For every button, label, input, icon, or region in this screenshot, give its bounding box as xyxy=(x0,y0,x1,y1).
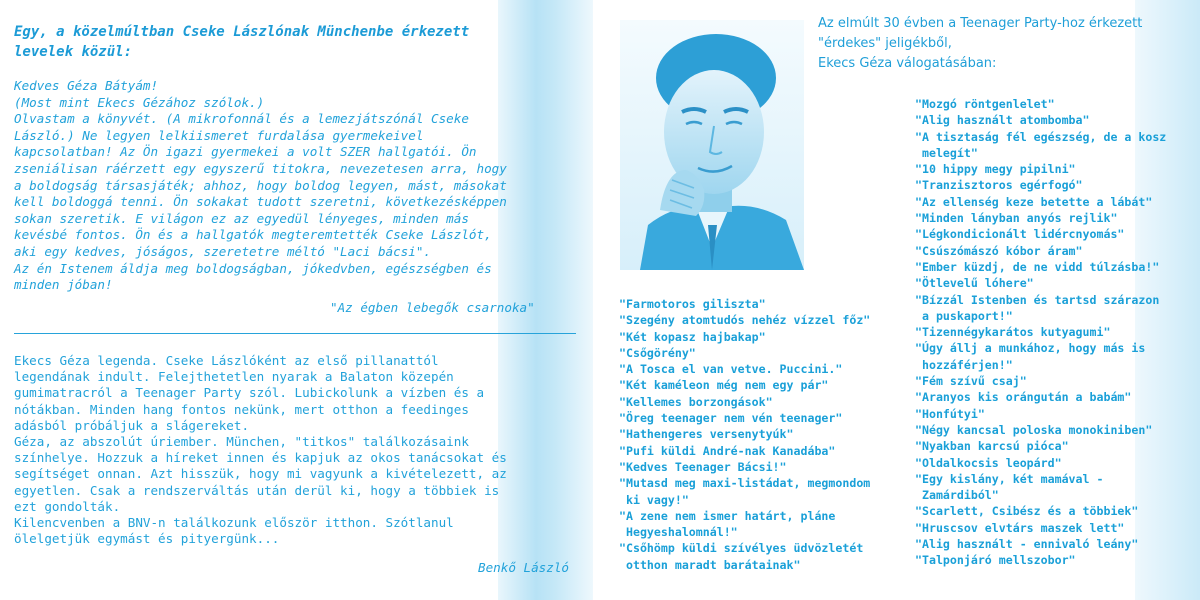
list-item: "Ember küzdj, de ne vidd túlzásba!" xyxy=(915,259,1160,274)
list-item: "Alig használt - ennivaló leány" xyxy=(915,537,1139,552)
list-item: "Farmotoros giliszta" xyxy=(619,297,766,311)
list-item: "Scarlett, Csibész és a többiek" xyxy=(915,504,1139,519)
list-item: Hegyeshalomnál!" xyxy=(619,525,738,540)
letter-line: minden jóban! xyxy=(14,277,113,293)
list-item: "Hruscsov elvtárs maszek lett" xyxy=(915,520,1125,535)
letter-line: kell boldoggá tenni. Ön sokakat tudott szeretni, következésképpen xyxy=(14,194,507,210)
story-line: egyetlen. Csak a rendszerváltás után derül ki, hogy a többiek is xyxy=(14,482,500,498)
letter-line: Kedves Géza Bátyám! xyxy=(14,78,159,93)
portrait-photo xyxy=(620,20,804,270)
heading-line: Egy, a közelmúltban Cseke Lászlónak Münchenbe érkezett xyxy=(14,24,470,40)
list-item: "Kedves Teenager Bácsi!" xyxy=(619,459,787,474)
story-signature: Benkő László xyxy=(478,560,569,575)
story-line: ölelgetjük egymást és pityergünk... xyxy=(14,531,280,547)
list-item: "Csőhömp küldi szívélyes üdvözletét xyxy=(619,541,864,556)
list-item: "Úgy állj a munkához, hogy más is xyxy=(915,341,1146,356)
list-item: "A zene nem ismer határt, pláne xyxy=(619,508,836,523)
list-item: "Kellemes borzongások" xyxy=(619,394,773,409)
list-item: a puskaport!" xyxy=(915,308,1013,323)
list-item: "Az ellenség keze betette a lábát" xyxy=(915,194,1153,209)
story-line: színhelye. Hozzuk a híreket innen és kapjuk az okos tanácsokat és xyxy=(14,450,507,466)
story-line: nótákban. Minden hang fontos nekünk, mert otthon a feedinges xyxy=(14,401,469,417)
intro-text xyxy=(818,14,1188,74)
list-item: "Minden lányban anyós rejlik" xyxy=(915,211,1118,226)
list-item: hozzáférjen!" xyxy=(915,357,1013,372)
list-item: "Pufi küldi André-nak Kanadába" xyxy=(619,443,836,458)
letter-line: zseniálisan ráérzett egy egyszerű titokra, nevezetesen arra, hogy xyxy=(14,160,507,176)
letter-heading xyxy=(14,22,584,62)
letter-line: Az én Istenem áldja meg boldogságban, jókedvben, egészségben és xyxy=(14,260,492,276)
portrait-illustration xyxy=(620,20,804,270)
list-item: "Talponjáró mellszobor" xyxy=(915,553,1076,568)
quotes-list-right xyxy=(915,96,1195,569)
letter-line: sokan szeretik. E világon ez az egyedül lényeges, minden más xyxy=(14,210,469,226)
list-item: "Bízzál Istenben és tartsd szárazon xyxy=(915,292,1160,307)
list-item: "A Tosca el van vetve. Puccini." xyxy=(619,362,843,377)
list-item: Zamárdiból" xyxy=(915,488,999,503)
list-item: "Honfútyi" xyxy=(915,406,985,421)
story-line: legendának indult. Felejthetetlen nyarak a Balaton közepén xyxy=(14,369,454,385)
list-item: "Két kopasz hajbakap" xyxy=(619,329,766,344)
list-item: "A tisztaság fél egészség, de a kosz xyxy=(915,129,1167,144)
story-line: segítséget onnan. Azt hisszük, hogy mi vagyunk a kivételezett, az xyxy=(14,466,507,482)
letter-line: a boldogság társasjáték; ahhoz, hogy boldog legyen, mást, másokat xyxy=(14,177,507,193)
intro-line: Az elmúlt 30 évben a Teenager Party-hoz érkezett xyxy=(818,16,1143,31)
list-item: "Tranzisztoros egérfogó" xyxy=(915,178,1083,193)
list-item: "Aranyos kis orángután a babám" xyxy=(915,390,1132,405)
intro-line: Ekecs Géza válogatásában: xyxy=(818,56,997,71)
list-item: "Oldalkocsis leopárd" xyxy=(915,455,1062,470)
letter-line: aki egy kedves, jóságos, szeretetre méltó "Laci bácsi". xyxy=(14,243,432,259)
story-line: ezt gondolták. xyxy=(14,498,121,514)
letter-line: kapcsolatban! Az Ön igazi gyermekei a volt SZER hallgatói. Ön xyxy=(14,144,477,160)
letter-line: kevésbé fontos. Ön és a hallgatók megteremtették Cseke Lászlót, xyxy=(14,227,492,243)
list-item: "Öreg teenager nem vén teenager" xyxy=(619,411,843,426)
list-item: "Mutasd meg maxi-listádat, megmondom xyxy=(619,476,871,491)
story-line: gumimatracról a Teenager Party szól. Lubickolunk a vízben és a xyxy=(14,385,485,401)
list-item: "Szegény atomtudós nehéz vízzel főz" xyxy=(619,313,871,328)
list-item: "Egy kislány, két mamával - xyxy=(915,471,1104,486)
list-item: "Alig használt atombomba" xyxy=(915,113,1090,128)
list-item: "Csúszómászó kóbor áram" xyxy=(915,243,1083,258)
list-item: ki vagy!" xyxy=(619,492,689,507)
list-item: "Mozgó röntgenlelet" xyxy=(915,97,1055,111)
letter-line: (Most mint Ekecs Gézához szólok.) xyxy=(14,94,265,110)
story-line: Kilencvenben a BNV-n találkozunk először itthon. Szótlanul xyxy=(14,515,454,531)
story-line: Géza, az abszolút úriember. München, "titkos" találkozásaink xyxy=(14,434,469,450)
heading-line: levelek közül: xyxy=(14,44,133,60)
list-item: "Csőgörény" xyxy=(619,345,696,360)
letter-line: László.) Ne legyen lelkiismeret furdalása gyermekeivel xyxy=(14,127,424,143)
letter-line: Olvastam a könyvét. (A mikrofonnál és a lemezjátszónál Cseke xyxy=(14,111,469,127)
story-line: adásból próbáljuk a slágereket. xyxy=(14,417,250,433)
list-item: "10 hippy megy pipilni" xyxy=(915,162,1076,177)
story-line: Ekecs Géza legenda. Cseke Lászlóként az első pillanattól xyxy=(14,353,439,368)
list-item: otthon maradt barátainak" xyxy=(619,557,801,572)
letter-signature: "Az égben lebegők csarnoka" xyxy=(330,300,535,315)
section-divider xyxy=(14,333,576,334)
list-item: "Ötlevelű lóhere" xyxy=(915,276,1034,291)
list-item: "Nyakban karcsú pióca" xyxy=(915,439,1069,454)
quotes-list-middle xyxy=(619,296,909,573)
intro-line: "érdekes" jeligékből, xyxy=(818,36,952,51)
list-item: melegít" xyxy=(915,145,978,160)
letter-body xyxy=(14,78,574,294)
list-item: "Hathengeres versenytyúk" xyxy=(619,427,794,442)
list-item: "Fém szívű csaj" xyxy=(915,374,1027,389)
list-item: "Légkondicionált lidércnyomás" xyxy=(915,227,1125,242)
list-item: "Tizennégykarátos kutyagumi" xyxy=(915,325,1111,340)
story-body xyxy=(14,353,582,547)
list-item: "Négy kancsal poloska monokiniben" xyxy=(915,422,1153,437)
list-item: "Két kaméleon még nem egy pár" xyxy=(619,378,829,393)
